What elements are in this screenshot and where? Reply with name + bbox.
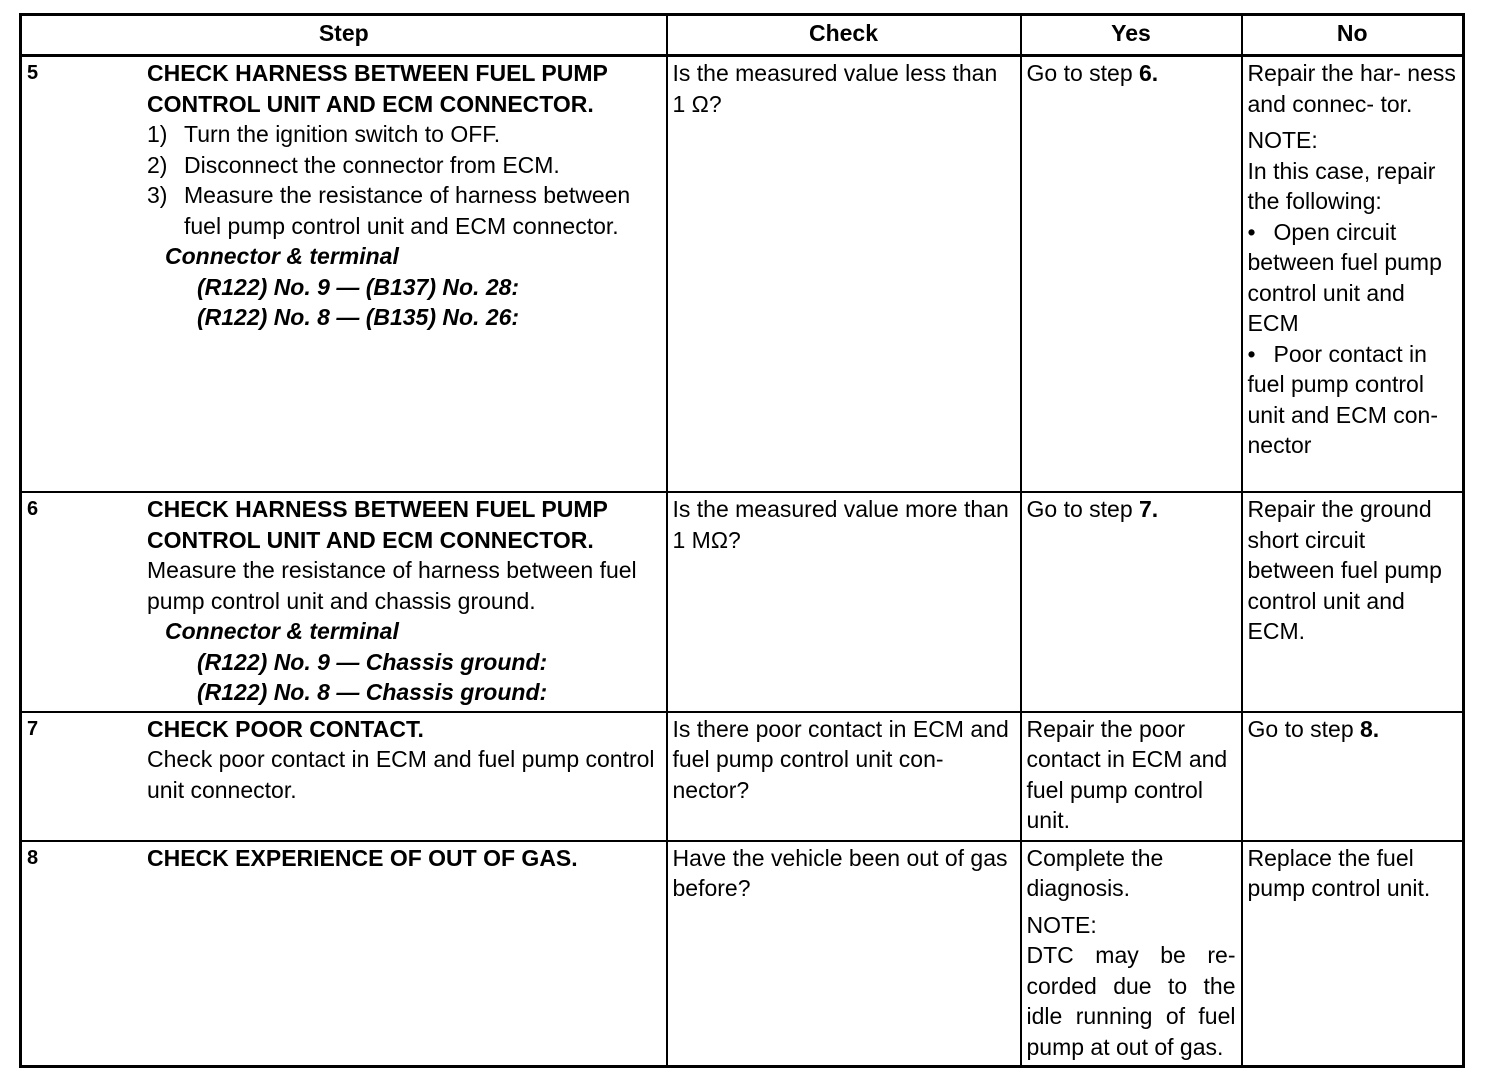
- header-check: Check: [667, 15, 1021, 56]
- header-row: [21, 15, 1464, 56]
- bullet-text: Poor contact in fuel pump control unit and ECM con- nector: [1247, 340, 1438, 458]
- step-number: 7: [27, 717, 39, 740]
- yes-cell: Repair the poor contact in ECM and fuel pump control unit.: [1021, 712, 1242, 841]
- substep-text: Measure the resistance of harness between fuel pump control unit and ECM connector.: [184, 182, 631, 239]
- substep-item: [147, 150, 661, 181]
- step-cell: [21, 841, 667, 1067]
- substep-item: [147, 119, 661, 150]
- header-step: Step: [21, 15, 667, 56]
- no-cell: [1242, 56, 1464, 493]
- check-cell: Have the vehicle been out of gas before?: [667, 841, 1021, 1067]
- step-cell: [21, 492, 667, 712]
- substep-text: Disconnect the connector from ECM.: [184, 151, 560, 178]
- yes-step-ref: 7.: [1139, 496, 1159, 522]
- step-title-line: CHECK HARNESS BETWEEN FUEL PUMP: [147, 60, 608, 86]
- substep-marker: 2): [147, 151, 168, 178]
- step-body-text: Check poor contact in ECM and fuel pump control unit connector.: [147, 746, 655, 803]
- connector-line: (R122) No. 9 — Chassis ground:: [197, 648, 548, 675]
- step-number: 6: [27, 498, 39, 520]
- table-row: [21, 56, 1464, 493]
- substep-list: [147, 119, 661, 241]
- step-body-text: Measure the resistance of harness between fuel pump control unit and chassis ground.: [147, 557, 637, 614]
- step-cell: [21, 712, 667, 841]
- check-cell: Is the measured value more than 1 MΩ?: [667, 492, 1021, 712]
- yes-text: Complete the diagnosis.: [1026, 844, 1164, 901]
- connector-heading: Connector & terminal: [165, 243, 399, 269]
- yes-step-ref: 6.: [1139, 60, 1159, 86]
- yes-cell: [1021, 841, 1242, 1067]
- diagnostic-table: [19, 13, 1465, 1068]
- header-no: No: [1242, 15, 1464, 56]
- no-step-ref: 8.: [1360, 715, 1380, 742]
- note-text: DTC may be re- corded due to the idle running of fuel pump at out of gas.: [1026, 942, 1236, 1060]
- connector-line: (R122) No. 8 — Chassis ground:: [197, 679, 548, 705]
- bullet-item: [1248, 217, 1458, 339]
- check-cell: Is there poor contact in ECM and fuel pump control unit con- nector?: [667, 712, 1021, 841]
- no-prefix: Go to step: [1247, 715, 1361, 742]
- note-label: NOTE:: [1026, 911, 1097, 938]
- note-text: In this case, repair the following:: [1247, 157, 1436, 214]
- substep-text: Turn the ignition switch to OFF.: [184, 121, 501, 147]
- bullet-text: Open circuit between fuel pump control unit and ECM: [1247, 218, 1442, 336]
- step-title-line: CONTROL UNIT AND ECM CONNECTOR.: [147, 90, 594, 117]
- step-title-line: CHECK EXPERIENCE OF OUT OF GAS.: [147, 844, 578, 871]
- note-label: NOTE:: [1247, 127, 1318, 153]
- table-row: [21, 712, 1464, 841]
- substep-item: [147, 180, 661, 241]
- step-title-line: CHECK HARNESS BETWEEN FUEL PUMP: [147, 496, 608, 522]
- yes-cell: [1021, 492, 1242, 712]
- yes-prefix: Go to step: [1026, 60, 1140, 86]
- no-cell: [1242, 712, 1464, 841]
- yes-prefix: Go to step: [1026, 496, 1140, 522]
- no-cell: Replace the fuel pump control unit.: [1242, 841, 1464, 1067]
- step-cell: [21, 56, 667, 493]
- table-row: [21, 841, 1464, 1067]
- bullet-dot: •: [1247, 340, 1256, 367]
- substep-marker: 1): [147, 121, 168, 147]
- connector-heading: Connector & terminal: [165, 618, 399, 644]
- check-cell: Is the measured value less than 1 Ω?: [667, 56, 1021, 493]
- bullet-dot: •: [1247, 218, 1256, 245]
- no-cell: Repair the ground short circuit between fuel pump control unit and ECM.: [1242, 492, 1464, 712]
- step-title-line: CONTROL UNIT AND ECM CONNECTOR.: [147, 526, 594, 553]
- step-number: 5: [27, 62, 39, 84]
- substep-marker: 3): [147, 182, 168, 208]
- bullet-item: [1248, 339, 1458, 461]
- step-title-line: CHECK POOR CONTACT.: [147, 715, 424, 742]
- connector-line: (R122) No. 9 — (B137) No. 28:: [197, 273, 520, 300]
- yes-cell: [1021, 56, 1242, 493]
- step-number: 8: [27, 846, 39, 869]
- connector-line: (R122) No. 8 — (B135) No. 26:: [197, 304, 520, 330]
- no-text: Repair the har- ness and connec- tor.: [1247, 60, 1456, 117]
- header-yes: Yes: [1021, 15, 1242, 56]
- table-row: [21, 492, 1464, 712]
